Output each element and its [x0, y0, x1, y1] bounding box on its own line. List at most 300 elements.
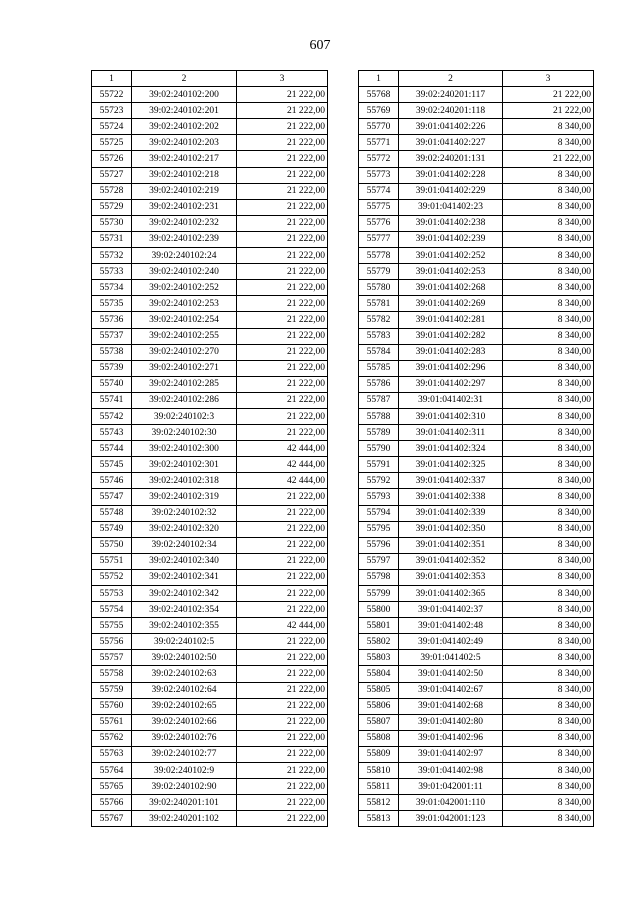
- amount-cell: 21 222,00: [237, 779, 328, 795]
- table-row: [92, 489, 328, 505]
- right-table-body: [359, 87, 594, 827]
- row-number-cell: 55755: [92, 618, 132, 634]
- row-number-cell: 55737: [92, 328, 132, 344]
- amount-cell: 21 222,00: [237, 746, 328, 762]
- table-row: [359, 602, 594, 618]
- amount-cell: 8 340,00: [503, 537, 594, 553]
- table-row: [359, 183, 594, 199]
- table-row: [359, 746, 594, 762]
- cadastral-number-cell: 39:01:042001:123: [399, 811, 503, 827]
- amount-cell: 8 340,00: [503, 553, 594, 569]
- amount-cell: 21 222,00: [237, 151, 328, 167]
- table-row: [92, 441, 328, 457]
- row-number-cell: 55741: [92, 392, 132, 408]
- amount-cell: 8 340,00: [503, 666, 594, 682]
- cadastral-number-cell: 39:02:240102:320: [132, 521, 237, 537]
- table-row: [92, 650, 328, 666]
- cadastral-number-cell: 39:02:240102:202: [132, 119, 237, 135]
- table-row: [359, 103, 594, 119]
- amount-cell: 21 222,00: [237, 811, 328, 827]
- amount-cell: 42 444,00: [237, 457, 328, 473]
- cadastral-number-cell: 39:01:041402:228: [399, 167, 503, 183]
- table-row: [359, 264, 594, 280]
- amount-cell: 8 340,00: [503, 698, 594, 714]
- cadastral-number-cell: 39:02:240201:118: [399, 103, 503, 119]
- row-number-cell: 55754: [92, 602, 132, 618]
- cadastral-number-cell: 39:02:240102:286: [132, 392, 237, 408]
- amount-cell: 21 222,00: [237, 328, 328, 344]
- table-row: [92, 634, 328, 650]
- row-number-cell: 55758: [92, 666, 132, 682]
- amount-cell: 8 340,00: [503, 746, 594, 762]
- left-table-body: [92, 87, 328, 827]
- cadastral-number-cell: 39:02:240102:319: [132, 489, 237, 505]
- row-number-cell: 55764: [92, 763, 132, 779]
- amount-cell: 21 222,00: [237, 231, 328, 247]
- row-number-cell: 55771: [359, 135, 399, 151]
- amount-cell: 21 222,00: [237, 586, 328, 602]
- amount-cell: 8 340,00: [503, 441, 594, 457]
- amount-cell: 21 222,00: [237, 553, 328, 569]
- amount-cell: 21 222,00: [237, 714, 328, 730]
- cadastral-number-cell: 39:01:041402:253: [399, 264, 503, 280]
- cadastral-number-cell: 39:01:041402:337: [399, 473, 503, 489]
- table-row: [92, 408, 328, 424]
- row-number-cell: 55769: [359, 103, 399, 119]
- row-number-cell: 55788: [359, 408, 399, 424]
- row-number-cell: 55724: [92, 119, 132, 135]
- row-number-cell: 55746: [92, 473, 132, 489]
- amount-cell: 8 340,00: [503, 795, 594, 811]
- cadastral-number-cell: 39:01:041402:324: [399, 441, 503, 457]
- cadastral-number-cell: 39:02:240201:117: [399, 87, 503, 103]
- cadastral-number-cell: 39:02:240102:231: [132, 199, 237, 215]
- cadastral-number-cell: 39:02:240102:355: [132, 618, 237, 634]
- table-row: [359, 698, 594, 714]
- table-row: [92, 505, 328, 521]
- amount-cell: 8 340,00: [503, 763, 594, 779]
- amount-cell: 21 222,00: [237, 489, 328, 505]
- row-number-cell: 55735: [92, 296, 132, 312]
- cadastral-number-cell: 39:01:041402:96: [399, 730, 503, 746]
- cadastral-number-cell: 39:01:041402:48: [399, 618, 503, 634]
- cadastral-number-cell: 39:01:041402:311: [399, 425, 503, 441]
- cadastral-number-cell: 39:02:240102:203: [132, 135, 237, 151]
- row-number-cell: 55802: [359, 634, 399, 650]
- cadastral-number-cell: 39:01:041402:351: [399, 537, 503, 553]
- cadastral-number-cell: 39:02:240102:30: [132, 425, 237, 441]
- cadastral-number-cell: 39:02:240102:270: [132, 344, 237, 360]
- table-row: [92, 215, 328, 231]
- row-number-cell: 55736: [92, 312, 132, 328]
- row-number-cell: 55783: [359, 328, 399, 344]
- amount-cell: 8 340,00: [503, 167, 594, 183]
- row-number-cell: 55761: [92, 714, 132, 730]
- row-number-cell: 55786: [359, 376, 399, 392]
- amount-cell: 21 222,00: [237, 521, 328, 537]
- row-number-cell: 55772: [359, 151, 399, 167]
- row-number-cell: 55760: [92, 698, 132, 714]
- table-row: [359, 714, 594, 730]
- amount-cell: 21 222,00: [237, 280, 328, 296]
- amount-cell: 8 340,00: [503, 392, 594, 408]
- row-number-cell: 55757: [92, 650, 132, 666]
- cadastral-number-cell: 39:02:240102:34: [132, 537, 237, 553]
- row-number-cell: 55753: [92, 586, 132, 602]
- row-number-cell: 55784: [359, 344, 399, 360]
- row-number-cell: 55804: [359, 666, 399, 682]
- row-number-cell: 55729: [92, 199, 132, 215]
- table-row: [92, 87, 328, 103]
- table-row: [359, 682, 594, 698]
- amount-cell: 8 340,00: [503, 779, 594, 795]
- cadastral-number-cell: 39:02:240102:341: [132, 569, 237, 585]
- row-number-cell: 55744: [92, 441, 132, 457]
- cadastral-number-cell: 39:02:240102:32: [132, 505, 237, 521]
- cadastral-number-cell: 39:02:240102:9: [132, 763, 237, 779]
- table-row: [359, 650, 594, 666]
- table-row: [359, 473, 594, 489]
- column-header-cadastral: 2: [399, 71, 503, 87]
- table-row: [92, 392, 328, 408]
- table-row: [92, 618, 328, 634]
- row-number-cell: 55722: [92, 87, 132, 103]
- row-number-cell: 55733: [92, 264, 132, 280]
- cadastral-number-cell: 39:02:240102:200: [132, 87, 237, 103]
- table-row: [92, 312, 328, 328]
- cadastral-number-cell: 39:02:240102:254: [132, 312, 237, 328]
- table-row: [92, 553, 328, 569]
- table-header-row: [92, 71, 328, 87]
- cadastral-number-cell: 39:02:240102:342: [132, 586, 237, 602]
- cadastral-number-cell: 39:02:240102:217: [132, 151, 237, 167]
- table-row: [92, 167, 328, 183]
- table-row: [359, 167, 594, 183]
- cadastral-number-cell: 39:02:240102:218: [132, 167, 237, 183]
- table-row: [359, 457, 594, 473]
- table-row: [359, 248, 594, 264]
- amount-cell: 21 222,00: [237, 248, 328, 264]
- cadastral-number-cell: 39:01:041402:98: [399, 763, 503, 779]
- amount-cell: 21 222,00: [237, 392, 328, 408]
- table-row: [359, 425, 594, 441]
- amount-cell: 21 222,00: [503, 87, 594, 103]
- cadastral-number-cell: 39:02:240102:219: [132, 183, 237, 199]
- amount-cell: 8 340,00: [503, 714, 594, 730]
- table-row: [359, 328, 594, 344]
- row-number-cell: 55752: [92, 569, 132, 585]
- amount-cell: 21 222,00: [237, 215, 328, 231]
- table-row: [92, 586, 328, 602]
- cadastral-number-cell: 39:01:041402:5: [399, 650, 503, 666]
- amount-cell: 8 340,00: [503, 360, 594, 376]
- column-header-number: 1: [92, 71, 132, 87]
- table-row: [359, 779, 594, 795]
- cadastral-number-cell: 39:01:041402:227: [399, 135, 503, 151]
- row-number-cell: 55812: [359, 795, 399, 811]
- table-row: [92, 135, 328, 151]
- row-number-cell: 55779: [359, 264, 399, 280]
- row-number-cell: 55785: [359, 360, 399, 376]
- table-row: [92, 537, 328, 553]
- table-header-row: [359, 71, 594, 87]
- table-row: [92, 698, 328, 714]
- table-row: [92, 344, 328, 360]
- table-row: [92, 280, 328, 296]
- row-number-cell: 55790: [359, 441, 399, 457]
- column-header-amount: 3: [503, 71, 594, 87]
- row-number-cell: 55756: [92, 634, 132, 650]
- row-number-cell: 55777: [359, 231, 399, 247]
- table-row: [92, 714, 328, 730]
- table-row: [359, 408, 594, 424]
- row-number-cell: 55811: [359, 779, 399, 795]
- cadastral-number-cell: 39:01:041402:252: [399, 248, 503, 264]
- amount-cell: 21 222,00: [237, 537, 328, 553]
- row-number-cell: 55765: [92, 779, 132, 795]
- row-number-cell: 55794: [359, 505, 399, 521]
- row-number-cell: 55798: [359, 569, 399, 585]
- table-row: [359, 505, 594, 521]
- amount-cell: 21 222,00: [237, 264, 328, 280]
- cadastral-number-cell: 39:01:041402:338: [399, 489, 503, 505]
- cadastral-number-cell: 39:02:240102:239: [132, 231, 237, 247]
- row-number-cell: 55799: [359, 586, 399, 602]
- amount-cell: 21 222,00: [237, 312, 328, 328]
- table-row: [92, 666, 328, 682]
- row-number-cell: 55782: [359, 312, 399, 328]
- cadastral-number-cell: 39:02:240102:340: [132, 553, 237, 569]
- row-number-cell: 55776: [359, 215, 399, 231]
- cadastral-number-cell: 39:01:041402:365: [399, 586, 503, 602]
- amount-cell: 8 340,00: [503, 376, 594, 392]
- row-number-cell: 55801: [359, 618, 399, 634]
- amount-cell: 8 340,00: [503, 650, 594, 666]
- amount-cell: 42 444,00: [237, 618, 328, 634]
- amount-cell: 8 340,00: [503, 489, 594, 505]
- row-number-cell: 55793: [359, 489, 399, 505]
- amount-cell: 8 340,00: [503, 183, 594, 199]
- column-header-cadastral: 2: [132, 71, 237, 87]
- table-row: [359, 119, 594, 135]
- amount-cell: 8 340,00: [503, 505, 594, 521]
- table-row: [359, 763, 594, 779]
- amount-cell: 21 222,00: [503, 151, 594, 167]
- amount-cell: 21 222,00: [503, 103, 594, 119]
- cadastral-number-cell: 39:01:041402:353: [399, 569, 503, 585]
- amount-cell: 8 340,00: [503, 231, 594, 247]
- amount-cell: 8 340,00: [503, 634, 594, 650]
- amount-cell: 21 222,00: [237, 135, 328, 151]
- cadastral-number-cell: 39:02:240102:318: [132, 473, 237, 489]
- table-row: [92, 119, 328, 135]
- amount-cell: 21 222,00: [237, 425, 328, 441]
- cadastral-number-cell: 39:01:041402:310: [399, 408, 503, 424]
- table-row: [92, 248, 328, 264]
- row-number-cell: 55747: [92, 489, 132, 505]
- amount-cell: 8 340,00: [503, 344, 594, 360]
- amount-cell: 21 222,00: [237, 87, 328, 103]
- cadastral-number-cell: 39:01:042001:110: [399, 795, 503, 811]
- row-number-cell: 55739: [92, 360, 132, 376]
- table-row: [359, 586, 594, 602]
- table-row: [92, 151, 328, 167]
- row-number-cell: 55749: [92, 521, 132, 537]
- table-row: [359, 730, 594, 746]
- cadastral-number-cell: 39:02:240102:65: [132, 698, 237, 714]
- cadastral-number-cell: 39:01:041402:31: [399, 392, 503, 408]
- row-number-cell: 55748: [92, 505, 132, 521]
- amount-cell: 8 340,00: [503, 473, 594, 489]
- row-number-cell: 55809: [359, 746, 399, 762]
- amount-cell: 8 340,00: [503, 328, 594, 344]
- cadastral-number-cell: 39:01:041402:49: [399, 634, 503, 650]
- cadastral-number-cell: 39:01:041402:80: [399, 714, 503, 730]
- row-number-cell: 55792: [359, 473, 399, 489]
- cadastral-number-cell: 39:02:240102:253: [132, 296, 237, 312]
- row-number-cell: 55778: [359, 248, 399, 264]
- amount-cell: 8 340,00: [503, 312, 594, 328]
- table-row: [359, 553, 594, 569]
- row-number-cell: 55726: [92, 151, 132, 167]
- row-number-cell: 55800: [359, 602, 399, 618]
- row-number-cell: 55808: [359, 730, 399, 746]
- row-number-cell: 55773: [359, 167, 399, 183]
- amount-cell: 21 222,00: [237, 199, 328, 215]
- amount-cell: 21 222,00: [237, 666, 328, 682]
- table-row: [92, 569, 328, 585]
- cadastral-number-cell: 39:02:240102:201: [132, 103, 237, 119]
- cadastral-number-cell: 39:02:240102:64: [132, 682, 237, 698]
- amount-cell: 8 340,00: [503, 457, 594, 473]
- amount-cell: 21 222,00: [237, 183, 328, 199]
- table-row: [92, 376, 328, 392]
- table-row: [92, 473, 328, 489]
- amount-cell: 21 222,00: [237, 376, 328, 392]
- amount-cell: 8 340,00: [503, 215, 594, 231]
- row-number-cell: 55727: [92, 167, 132, 183]
- row-number-cell: 55810: [359, 763, 399, 779]
- table-row: [359, 360, 594, 376]
- table-row: [359, 666, 594, 682]
- amount-cell: 21 222,00: [237, 650, 328, 666]
- row-number-cell: 55766: [92, 795, 132, 811]
- cadastral-number-cell: 39:01:041402:229: [399, 183, 503, 199]
- amount-cell: 8 340,00: [503, 264, 594, 280]
- cadastral-number-cell: 39:02:240201:131: [399, 151, 503, 167]
- table-row: [92, 183, 328, 199]
- table-row: [92, 296, 328, 312]
- amount-cell: 42 444,00: [237, 473, 328, 489]
- table-row: [359, 215, 594, 231]
- cadastral-number-cell: 39:01:041402:50: [399, 666, 503, 682]
- cadastral-number-cell: 39:01:041402:238: [399, 215, 503, 231]
- row-number-cell: 55742: [92, 408, 132, 424]
- row-number-cell: 55740: [92, 376, 132, 392]
- cadastral-number-cell: 39:01:041402:296: [399, 360, 503, 376]
- amount-cell: 8 340,00: [503, 248, 594, 264]
- table-row: [92, 360, 328, 376]
- table-row: [92, 521, 328, 537]
- amount-cell: 8 340,00: [503, 425, 594, 441]
- row-number-cell: 55797: [359, 553, 399, 569]
- cadastral-number-cell: 39:02:240102:271: [132, 360, 237, 376]
- amount-cell: 21 222,00: [237, 634, 328, 650]
- amount-cell: 21 222,00: [237, 602, 328, 618]
- cadastral-number-cell: 39:02:240102:66: [132, 714, 237, 730]
- amount-cell: 8 340,00: [503, 280, 594, 296]
- table-row: [92, 103, 328, 119]
- row-number-cell: 55780: [359, 280, 399, 296]
- amount-cell: 21 222,00: [237, 296, 328, 312]
- table-row: [359, 135, 594, 151]
- row-number-cell: 55730: [92, 215, 132, 231]
- amount-cell: 8 340,00: [503, 296, 594, 312]
- table-row: [359, 312, 594, 328]
- cadastral-number-cell: 39:01:041402:339: [399, 505, 503, 521]
- cadastral-number-cell: 39:02:240102:50: [132, 650, 237, 666]
- table-row: [359, 634, 594, 650]
- cadastral-number-cell: 39:01:041402:282: [399, 328, 503, 344]
- table-row: [92, 602, 328, 618]
- cadastral-number-cell: 39:02:240102:232: [132, 215, 237, 231]
- table-row: [92, 425, 328, 441]
- cadastral-number-cell: 39:02:240102:76: [132, 730, 237, 746]
- table-row: [359, 537, 594, 553]
- cadastral-number-cell: 39:01:041402:97: [399, 746, 503, 762]
- cadastral-number-cell: 39:02:240102:5: [132, 634, 237, 650]
- amount-cell: 8 340,00: [503, 586, 594, 602]
- cadastral-number-cell: 39:02:240102:63: [132, 666, 237, 682]
- table-row: [92, 795, 328, 811]
- table-row: [359, 441, 594, 457]
- table-row: [359, 199, 594, 215]
- row-number-cell: 55796: [359, 537, 399, 553]
- row-number-cell: 55734: [92, 280, 132, 296]
- table-row: [359, 392, 594, 408]
- amount-cell: 21 222,00: [237, 763, 328, 779]
- row-number-cell: 55763: [92, 746, 132, 762]
- row-number-cell: 55807: [359, 714, 399, 730]
- table-row: [359, 521, 594, 537]
- cadastral-number-cell: 39:01:041402:269: [399, 296, 503, 312]
- cadastral-number-cell: 39:02:240102:354: [132, 602, 237, 618]
- table-row: [359, 87, 594, 103]
- table-row: [359, 280, 594, 296]
- cadastral-number-cell: 39:01:041402:67: [399, 682, 503, 698]
- cadastral-number-cell: 39:01:041402:239: [399, 231, 503, 247]
- cadastral-number-cell: 39:02:240102:300: [132, 441, 237, 457]
- amount-cell: 8 340,00: [503, 521, 594, 537]
- table-row: [359, 344, 594, 360]
- amount-cell: 42 444,00: [237, 441, 328, 457]
- amount-cell: 21 222,00: [237, 344, 328, 360]
- row-number-cell: 55725: [92, 135, 132, 151]
- table-row: [359, 811, 594, 827]
- row-number-cell: 55791: [359, 457, 399, 473]
- row-number-cell: 55781: [359, 296, 399, 312]
- table-row: [92, 328, 328, 344]
- amount-cell: 21 222,00: [237, 360, 328, 376]
- amount-cell: 8 340,00: [503, 730, 594, 746]
- column-header-amount: 3: [237, 71, 328, 87]
- cadastral-number-cell: 39:02:240201:101: [132, 795, 237, 811]
- amount-cell: 8 340,00: [503, 618, 594, 634]
- cadastral-number-cell: 39:02:240201:102: [132, 811, 237, 827]
- amount-cell: 21 222,00: [237, 408, 328, 424]
- table-row: [92, 746, 328, 762]
- row-number-cell: 55768: [359, 87, 399, 103]
